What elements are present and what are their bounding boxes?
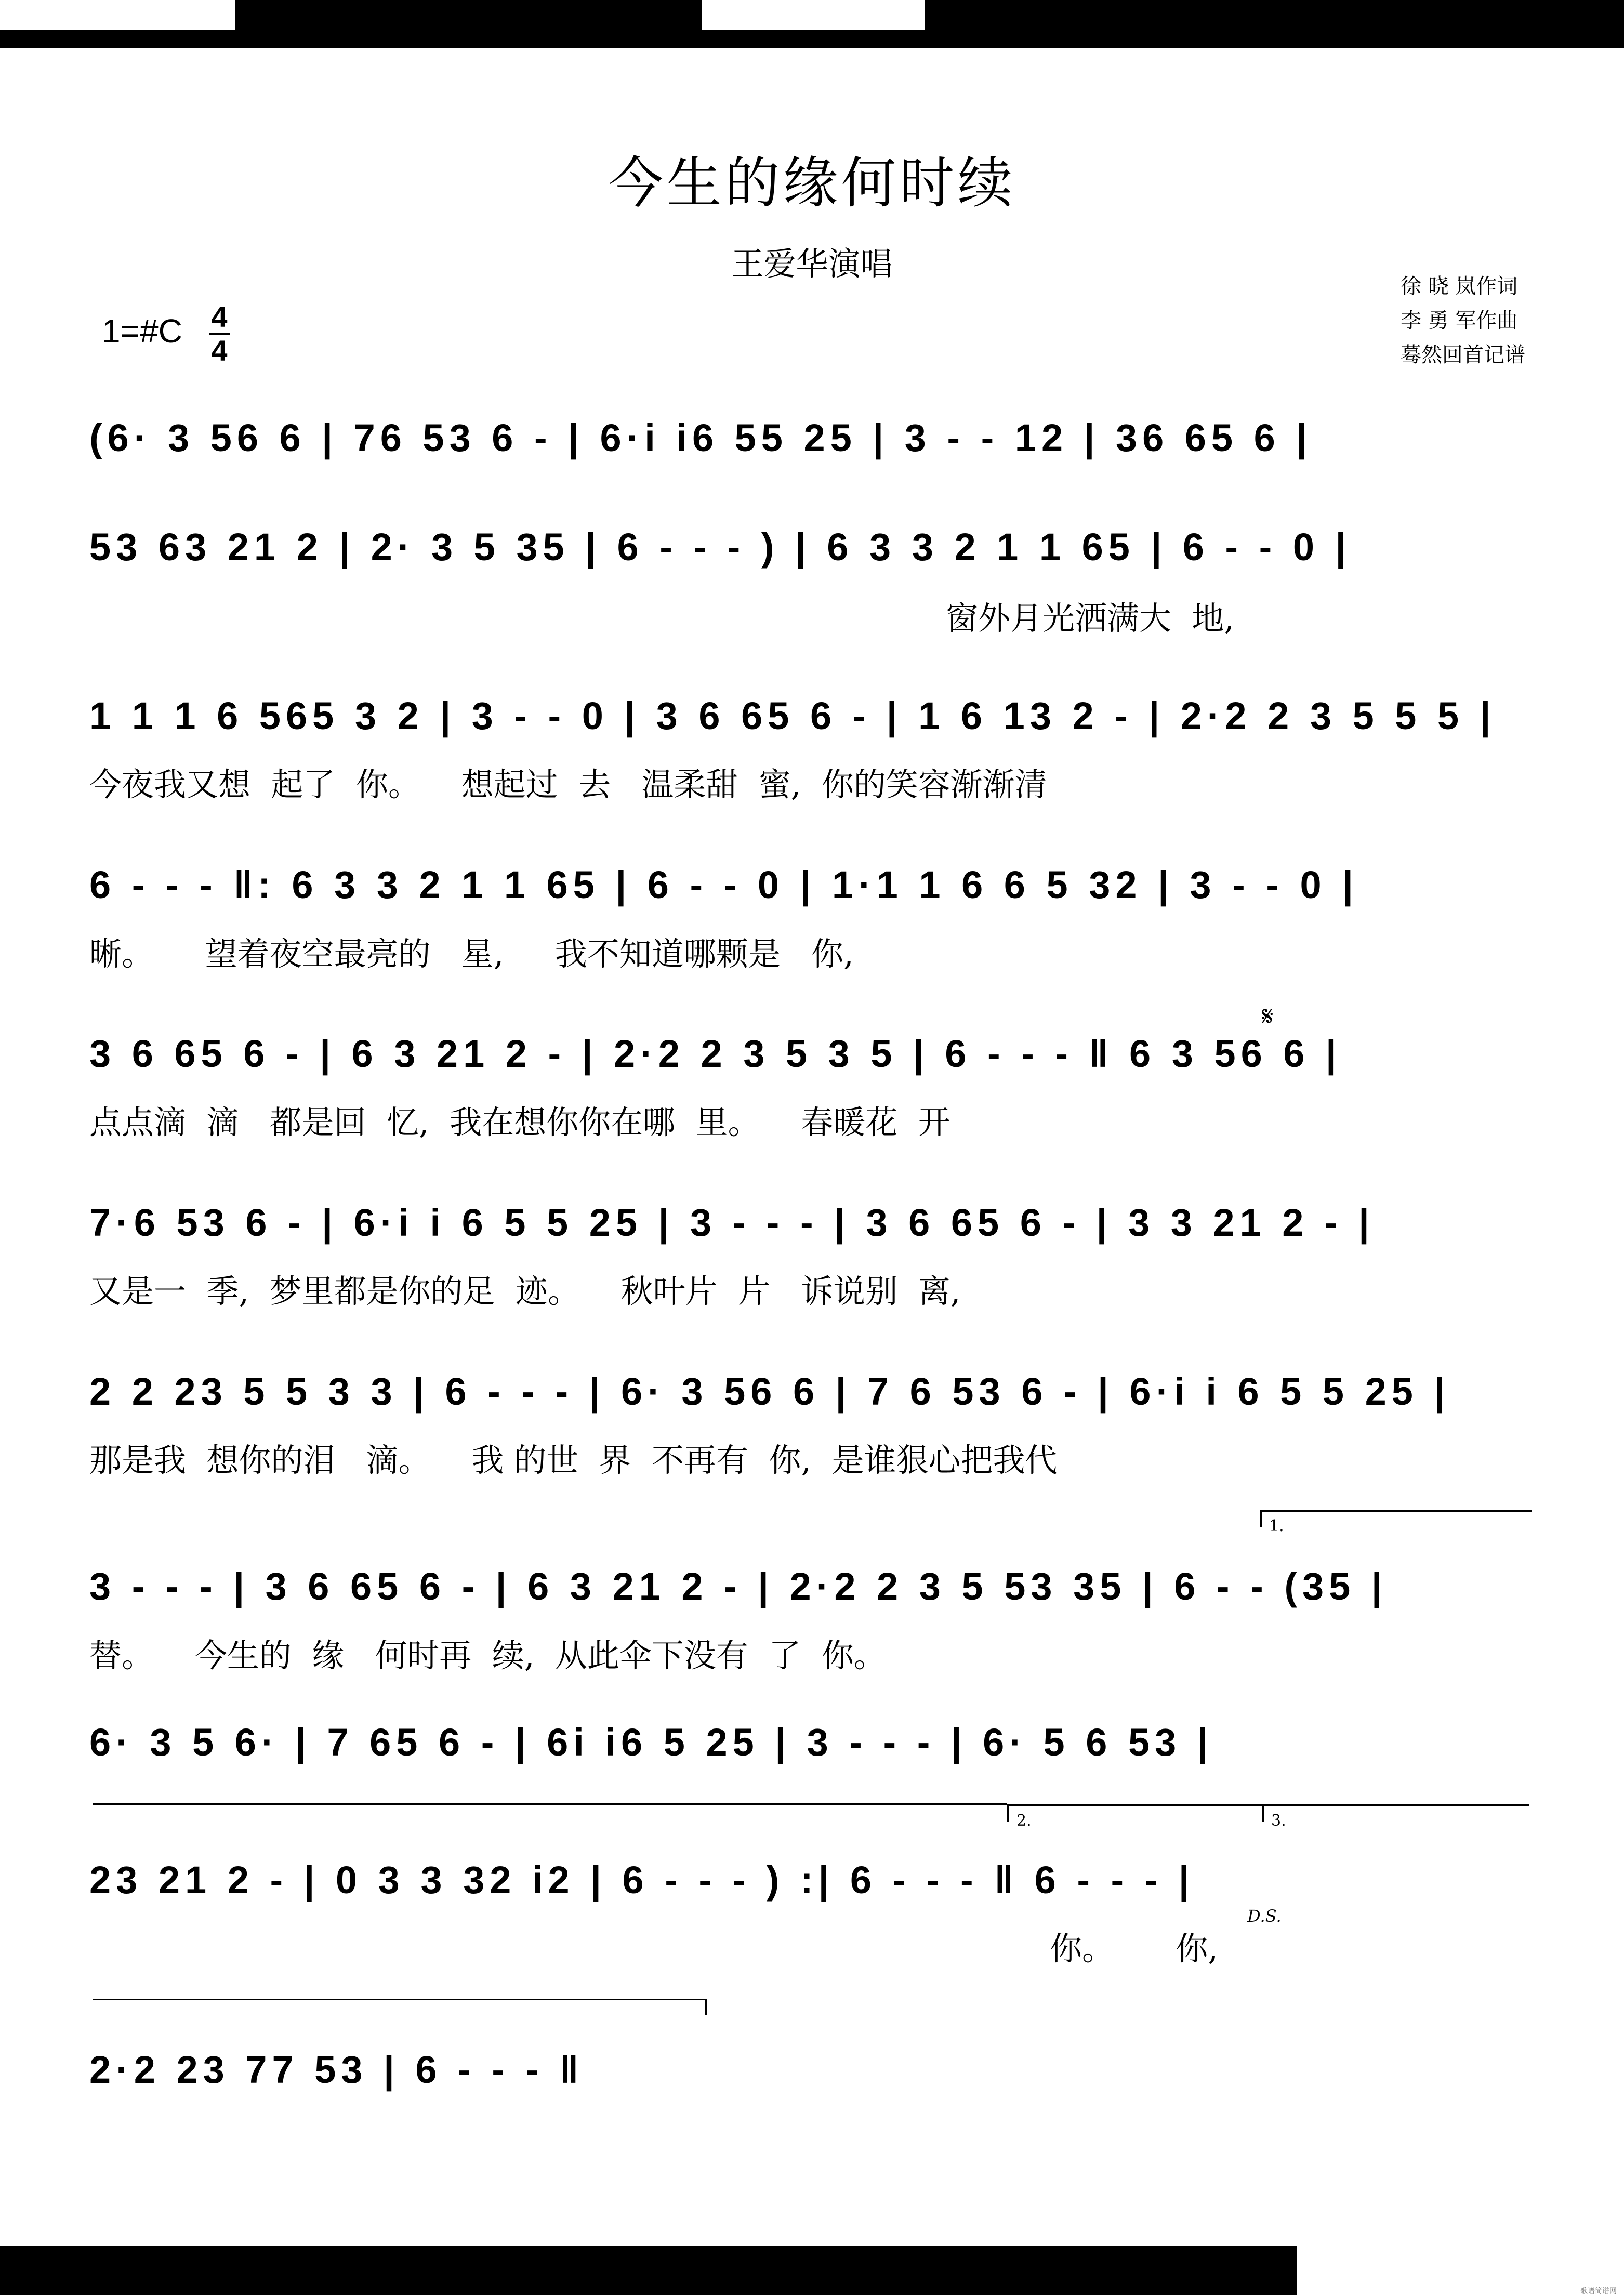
volta-bracket-1 (1260, 1510, 1532, 1535)
top-border-gap (702, 0, 925, 30)
singer: 王爱华演唱 (731, 245, 893, 283)
time-signature (209, 301, 230, 366)
top-border-gap (0, 0, 235, 30)
lyric-line: 晰。 望着夜空最亮的 星, 我不知道哪颗是 你, (89, 935, 854, 973)
transcriber: 蓦然回首记谱 (1401, 343, 1525, 367)
credits (1401, 269, 1525, 372)
bottom-border-gap (1297, 2246, 1624, 2295)
volta-end-tick (705, 1999, 707, 2015)
lyric-line: 窗外月光洒满大 地, (946, 599, 1235, 637)
ds-marking: D.S. (1247, 1906, 1282, 1926)
notation-line: 1 1 1 6 565 3 2 | 3 - - 0 | 3 6 65 6 - | 1 6 13 2 - | 2·2 2 3 5 5 5 | (89, 694, 1496, 737)
notation-line: (6· 3 56 6 | 76 53 6 - | 6·i i6 55 25 | 3 - - 12 | 36 65 6 | (89, 416, 1313, 459)
key-signature: 1=#C (102, 312, 182, 350)
volta-extension-line (93, 1999, 706, 2000)
notation-line: 2·2 23 77 53 | 6 - - - ‖ (89, 2048, 584, 2091)
lyric-line: 又是一 季, 梦里都是你的足 迹。 秋叶片 片 诉说别 离, (89, 1272, 961, 1310)
volta-bracket-3 (1262, 1804, 1529, 1830)
notation-line: 2 2 23 5 5 3 3 | 6 - - - | 6· 3 56 6 | 7 6 53 6 - | 6·i i 6 5 5 25 | (89, 1370, 1450, 1413)
lyric-line: 你。 你, (1050, 1930, 1218, 1968)
lyric-line: 替。 今生的 缘 何时再 续, 从此伞下没有 了 你。 (89, 1637, 886, 1674)
lyric-line: 今夜我又想 起了 你。 想起过 去 温柔甜 蜜, 你的笑容渐渐清 (89, 766, 1047, 803)
watermark: 歌谱简谱网 (1580, 2287, 1617, 2295)
volta-number: 1. (1269, 1517, 1284, 1535)
volta-number: 2. (1016, 1812, 1032, 1830)
notation-line: 6· 3 5 6· | 7 65 6 - | 6i i6 5 25 | 3 - - - | 6· 5 6 53 | (89, 1721, 1213, 1764)
volta-number: 3. (1271, 1812, 1286, 1830)
volta-bracket-2 (1007, 1804, 1264, 1830)
time-signature-bottom: 4 (209, 333, 230, 366)
notation-line: 3 - - - | 3 6 65 6 - | 6 3 21 2 - | 2·2 2 3 5 53 35 | 6 - - (35 | (89, 1565, 1388, 1608)
notation-line: 6 - - - ‖: 6 3 3 2 1 1 65 | 6 - - 0 | 1·1 1 6 6 5 32 | 3 - - 0 | (89, 863, 1358, 906)
time-signature-top: 4 (211, 300, 228, 333)
lyric-line: 点点滴 滴 都是回 忆, 我在想你你在哪 里。 春暖花 开 (89, 1103, 950, 1141)
notation-line: 53 63 21 2 | 2· 3 5 35 | 6 - - - ) | 6 3 3 2 1 1 65 | 6 - - 0 | (89, 525, 1352, 569)
composer: 李 勇 军作曲 (1401, 309, 1518, 333)
volta-extension-line (93, 1803, 1007, 1805)
notation-line: 7·6 53 6 - | 6·i i 6 5 5 25 | 3 - - - | 3 6 65 6 - | 3 3 21 2 - | (89, 1201, 1375, 1244)
song-title: 今生的缘何时续 (608, 151, 1016, 215)
segno-sign: 𝄋 (1262, 1001, 1274, 1032)
notation-line: 3 6 65 6 - | 6 3 21 2 - | 2·2 2 3 5 3 5 | 6 - - - ‖ 6 3 56 6 | (89, 1032, 1342, 1075)
notation-line: 23 21 2 - | 0 3 3 32 i2 | 6 - - - ) :| 6 - - - ‖ 6 - - - | (89, 1858, 1195, 1902)
lyricist: 徐 晓 岚作词 (1401, 274, 1518, 298)
lyric-line: 那是我 想你的泪 滴。 我 的世 界 不再有 你, 是谁狠心把我代 (89, 1441, 1058, 1479)
